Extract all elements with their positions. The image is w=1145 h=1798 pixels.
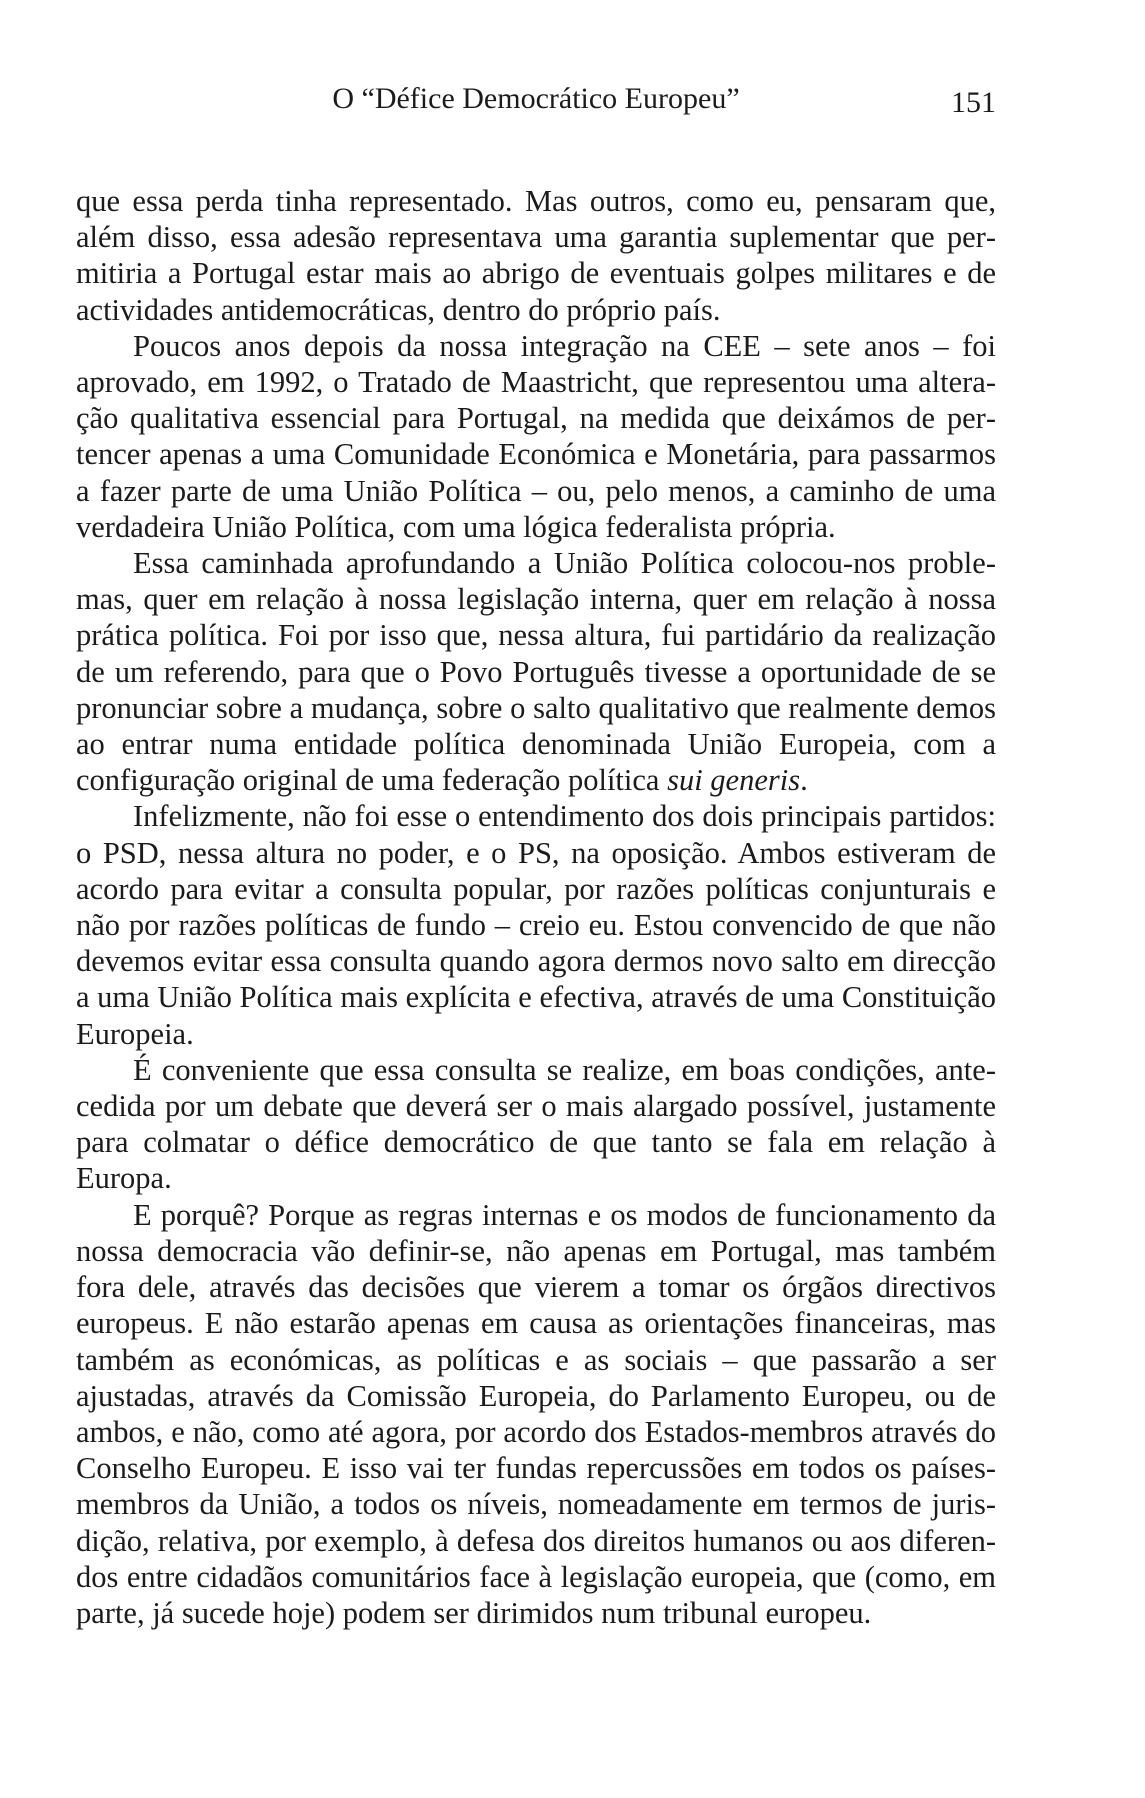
running-title: O “Défice Democrático Europeu” [332, 82, 740, 115]
paragraph-3 [76, 545, 996, 798]
paragraph-3-end: . [800, 763, 808, 798]
page-number: 151 [951, 86, 996, 119]
paragraph-3-text: Essa caminhada aprofundando a União Política colocou-nos problemas, quer em relação à nossa legislação interna, quer em relação à nossa prática política. Foi por isso que, nessa altura, fui partidário da realização de um referendo, para que o Povo Português tivesse a oportunidade de se pronunciar sobre a mudança, sobre o salto qualitativo que realmente demos ao entrar numa entidade política denominada União Europeia, com a configuração original de uma federação política [76, 546, 996, 798]
body-text [76, 183, 996, 1631]
italic-phrase: sui generis [667, 763, 801, 798]
paragraph-6: E porquê? Porque as regras internas e os modos de funcionamento da nossa democracia vão definir-se, não apenas em Portugal, mas também fora dele, através das decisões que vierem a tomar os órgãos directivos europeus. E não estarão apenas em causa as orientações financeiras, mas também as económicas, as políticas e as sociais – que passarão a ser ajustadas, através da Comissão Europeia, do Parlamento Europeu, ou de ambos, e não, como até agora, por acordo dos Estados-membros através do Conselho Europeu. E isso vai ter fundas repercussões em todos os países-membros da União, a todos os níveis, nomeadamente em termos de jurisdição, relativa, por exemplo, à defesa dos direitos humanos ou aos diferendos entre cidadãos comunitários face à legislação europeia, que (como, em parte, já sucede hoje) podem ser dirimidos num tribunal europeu. [76, 1197, 996, 1630]
paragraph-2: Poucos anos depois da nossa integração na CEE – sete anos – foi aprovado, em 1992, o Tratado de Maastricht, que representou uma alteração qualitativa essencial para Portugal, na medida que deixámos de pertencer apenas a uma Comunidade Económica e Monetária, para passarmos a fazer parte de uma União Política – ou, pelo menos, a caminho de uma verdadeira União Política, com uma lógica federalista própria. [76, 328, 996, 544]
paragraph-1: que essa perda tinha representado. Mas outros, como eu, pensaram que, além disso, essa adesão representava uma garantia suplementar que permitiria a Portugal estar mais ao abrigo de eventuais golpes militares e de actividades antidemocráticas, dentro do próprio país. [76, 184, 996, 327]
paragraph-5: É conveniente que essa consulta se realize, em boas condições, antecedida por um debate que deverá ser o mais alargado possível, justamente para colmatar o défice democrático de que tanto se fala em relação à Europa. [76, 1052, 996, 1196]
running-header [76, 82, 996, 122]
paragraph-4: Infelizmente, não foi esse o entendimento dos dois principais partidos: o PSD, nessa altura no poder, e o PS, na oposição. Ambos estiveram de acordo para evitar a consulta popular, por razões políticas conjunturais e não por razões políticas de fundo – creio eu. Estou convencido de que não devemos evitar essa consulta quando agora dermos novo salto em direcção a uma União Política mais explícita e efectiva, através de uma Constituição Europeia. [76, 799, 996, 1051]
